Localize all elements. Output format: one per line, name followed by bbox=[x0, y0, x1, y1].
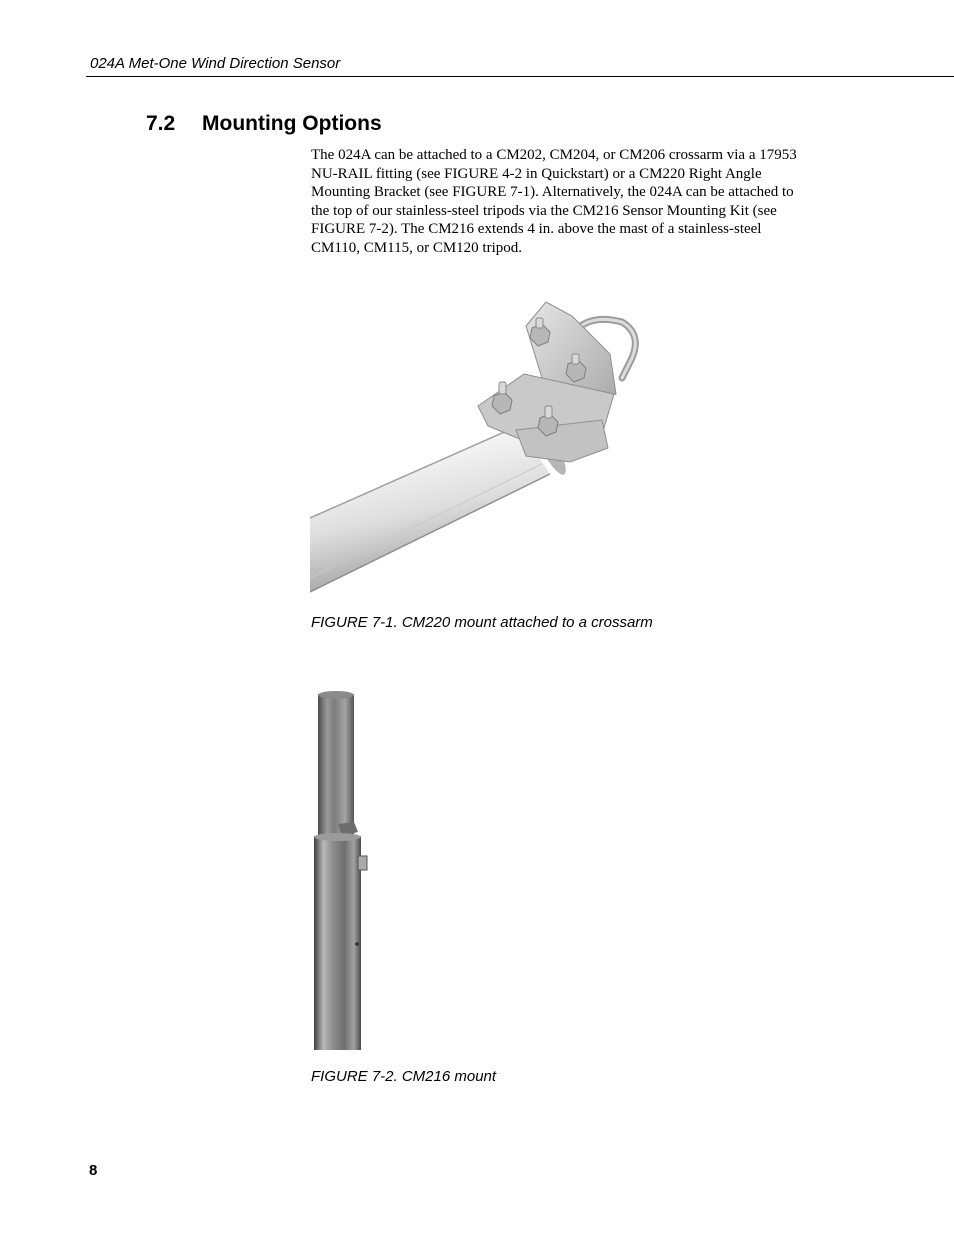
section-number: 7.2 bbox=[146, 112, 176, 135]
section-title: Mounting Options bbox=[202, 112, 382, 135]
running-header: 024A Met-One Wind Direction Sensor bbox=[90, 55, 341, 72]
cm220-crossarm-mount-illustration bbox=[310, 296, 640, 596]
body-paragraph: The 024A can be attached to a CM202, CM204, or CM206 crossarm via a 17953 NU-RAIL fitting (see FIGURE 4-2 in Quickstart) or a CM220 Right Angle Mounting Bracket (see FIGURE 7-1). Alternatively, the 024A can be attached to the top of our stainless-steel tripods via the CM216 Sensor Mounting Kit (see FIGURE 7-2). The CM216 extends 4 in. above the mast of a stainless-steel CM110, CM115, or CM120 tripod. bbox=[311, 147, 797, 256]
section-heading bbox=[146, 112, 382, 136]
figure-caption: FIGURE 7-2. CM216 mount bbox=[311, 1068, 497, 1085]
header-rule bbox=[86, 76, 954, 77]
cm216-mount-photo bbox=[312, 690, 376, 1052]
page-number: 8 bbox=[89, 1162, 98, 1179]
figure-caption: FIGURE 7-1. CM220 mount attached to a crossarm bbox=[311, 614, 653, 631]
